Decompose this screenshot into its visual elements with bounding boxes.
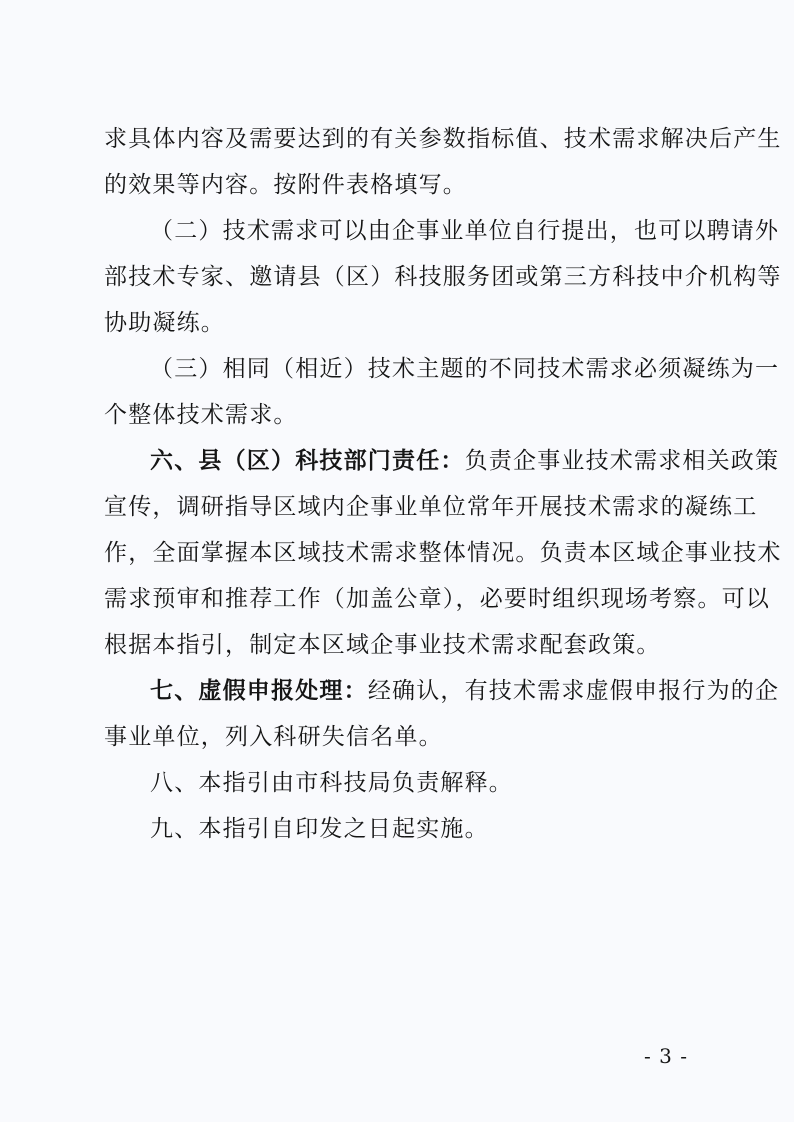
section-six-heading-line <box>150 446 779 476</box>
paragraph-line: 部技术专家、邀请县（区）科技服务团或第三方科技中介机构等 <box>104 264 782 290</box>
paragraph-line: 根据本指引，制定本区域企事业技术需求配套政策。 <box>104 632 661 658</box>
paragraph-line: 事业单位，列入科研失信名单。 <box>104 724 443 750</box>
section-six-heading: 六、县（区）科技部门责任： <box>150 447 465 474</box>
section-eight: 八、本指引由市科技局负责解释。 <box>150 770 513 796</box>
paragraph-line: 作，全面掌握本区域技术需求整体情况。负责本区域企事业技术 <box>104 540 782 566</box>
section-six-text: 负责企事业技术需求相关政策 <box>464 448 780 474</box>
paragraph-line: 宣传，调研指导区域内企事业单位常年开展技术需求的凝练工 <box>104 494 758 520</box>
section-seven-text: 经确认，有技术需求虚假申报行为的企 <box>367 678 780 704</box>
paragraph-line: 需求预审和推荐工作（加盖公章），必要时组织现场考察。可以 <box>104 586 771 612</box>
page-number: - 3 - <box>644 1044 688 1068</box>
paragraph-line: 求具体内容及需要达到的有关参数指标值、技术需求解决后产生 <box>104 126 782 152</box>
paragraph-line: 个整体技术需求。 <box>104 402 298 428</box>
section-seven-heading: 七、虚假申报处理： <box>150 677 368 704</box>
paragraph-line: （三）相同（相近）技术主题的不同技术需求必须凝练为一 <box>150 356 780 382</box>
paragraph-line: 协助凝练。 <box>104 310 225 336</box>
section-seven-heading-line <box>150 676 779 706</box>
paragraph-line: （二）技术需求可以由企事业单位自行提出，也可以聘请外 <box>150 218 780 244</box>
section-nine: 九、本指引自印发之日起实施。 <box>150 816 489 842</box>
paragraph-line: 的效果等内容。按附件表格填写。 <box>104 172 467 198</box>
